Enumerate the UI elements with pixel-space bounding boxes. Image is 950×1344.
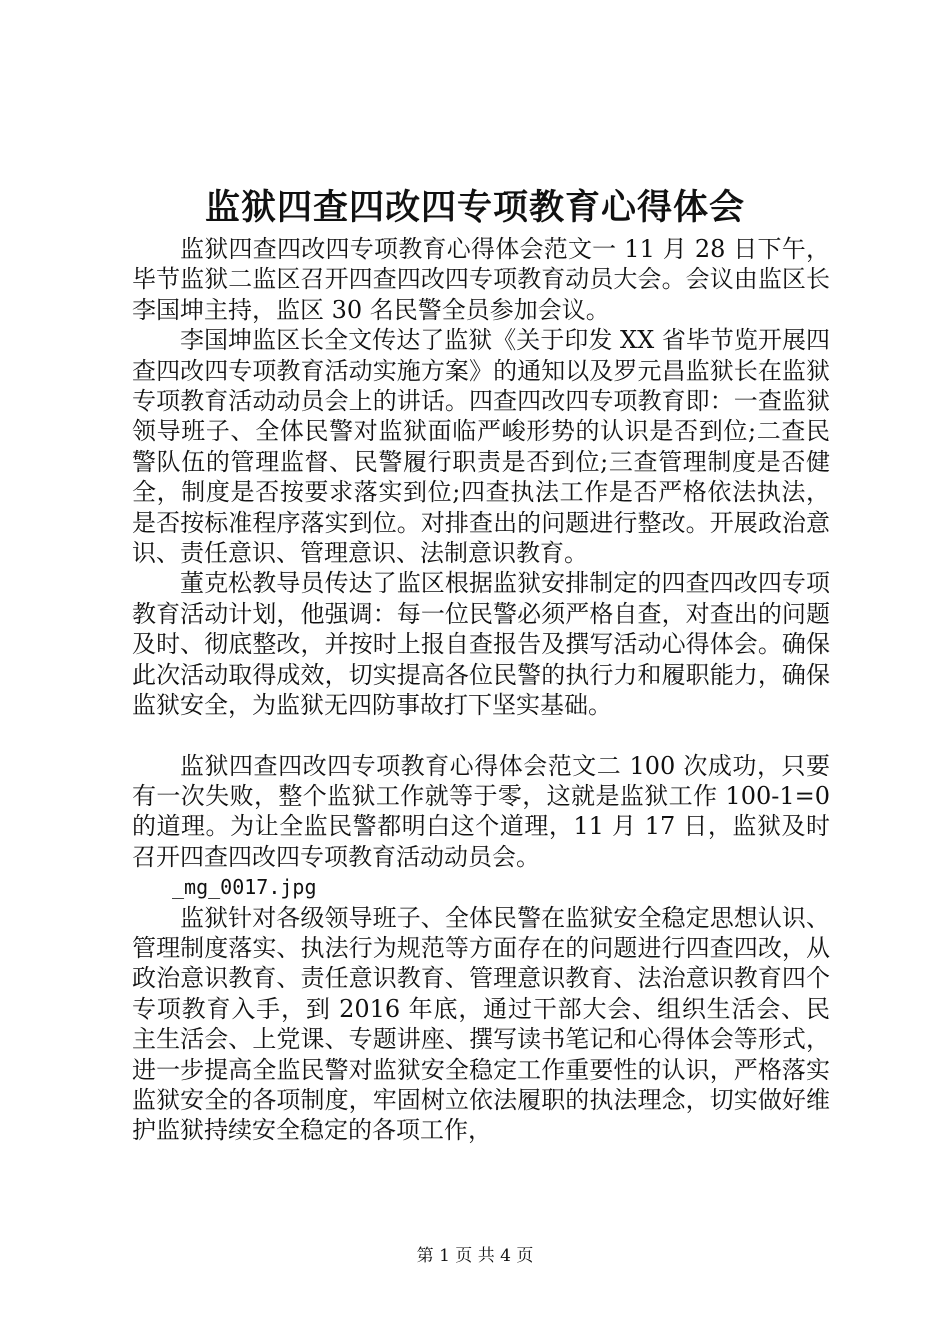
page-number-footer: 第 1 页 共 4 页 — [416, 1246, 534, 1266]
paragraph-1: 监狱四查四改四专项教育心得体会范文一 11 月 28 日下午，毕节监狱二监区召开四查四改四专项教育动员大会。会议由监区长李国坤主持，监区 30 名民警全员参加会议。 — [132, 235, 830, 324]
image-filename: _mg_0017.jpg — [172, 875, 317, 900]
paragraph-3: 董克松教导员传达了监区根据监狱安排制定的四查四改四专项教育活动计划，他强调：每一位民警必须严格自查，对查出的问题及时、彻底整改，并按时上报自查报告及撰写活动心得体会。确保此次活动取得成效，切实提高各位民警的执行力和履职能力，确保监狱安全，为监狱无四防事故打下坚实基础。 — [132, 569, 830, 720]
paragraph-4: 监狱四查四改四专项教育心得体会范文二 100 次成功，只要有一次失败，整个监狱工作就等于零，这就是监狱工作 100-1=0 的道理。为让全监民警都明白这个道理，11 月 17 日，监狱及时召开四查四改四专项教育活动动员会。 — [132, 751, 830, 871]
paragraph-2: 李国坤监区长全文传达了监狱《关于印发 XX 省毕节览开展四查四改四专项教育活动实施方案》的通知以及罗元昌监狱长在监狱专项教育活动动员会上的讲话。四查四改四专项教育即：一查监狱领导班子、全体民警对监狱面临严峻形势的认识是否到位;二查民警队伍的管理监督、民警履行职责是否到位;三查管理制度是否健全，制度是否按要求落实到位;四查执法工作是否严格依法执法，是否按标准程序落实到位。对排查出的问题进行整改。开展政治意识、责任意识、管理意识、法制意识教育。 — [132, 326, 830, 568]
paragraph-gap — [132, 721, 830, 751]
paragraph-5: 监狱针对各级领导班子、全体民警在监狱安全稳定思想认识、管理制度落实、执法行为规范等方面存在的问题进行四查四改，从政治意识教育、责任意识教育、管理意识教育、法治意识教育四个专项教育入手，到 2016 年底，通过干部大会、组织生活会、民主生活会、上党课、专题讲座、撰写读书笔记和心得体会等形式，进一步提高全监民警对监狱安全稳定工作重要性的认识，严格落实监狱安全的各项制度，牢固树立依法履职的执法理念，切实做好维护监狱持续安全稳定的各项工作， — [132, 903, 830, 1145]
document-body — [132, 234, 830, 1146]
document-title: 监狱四查四改四专项教育心得体会 — [204, 187, 745, 228]
